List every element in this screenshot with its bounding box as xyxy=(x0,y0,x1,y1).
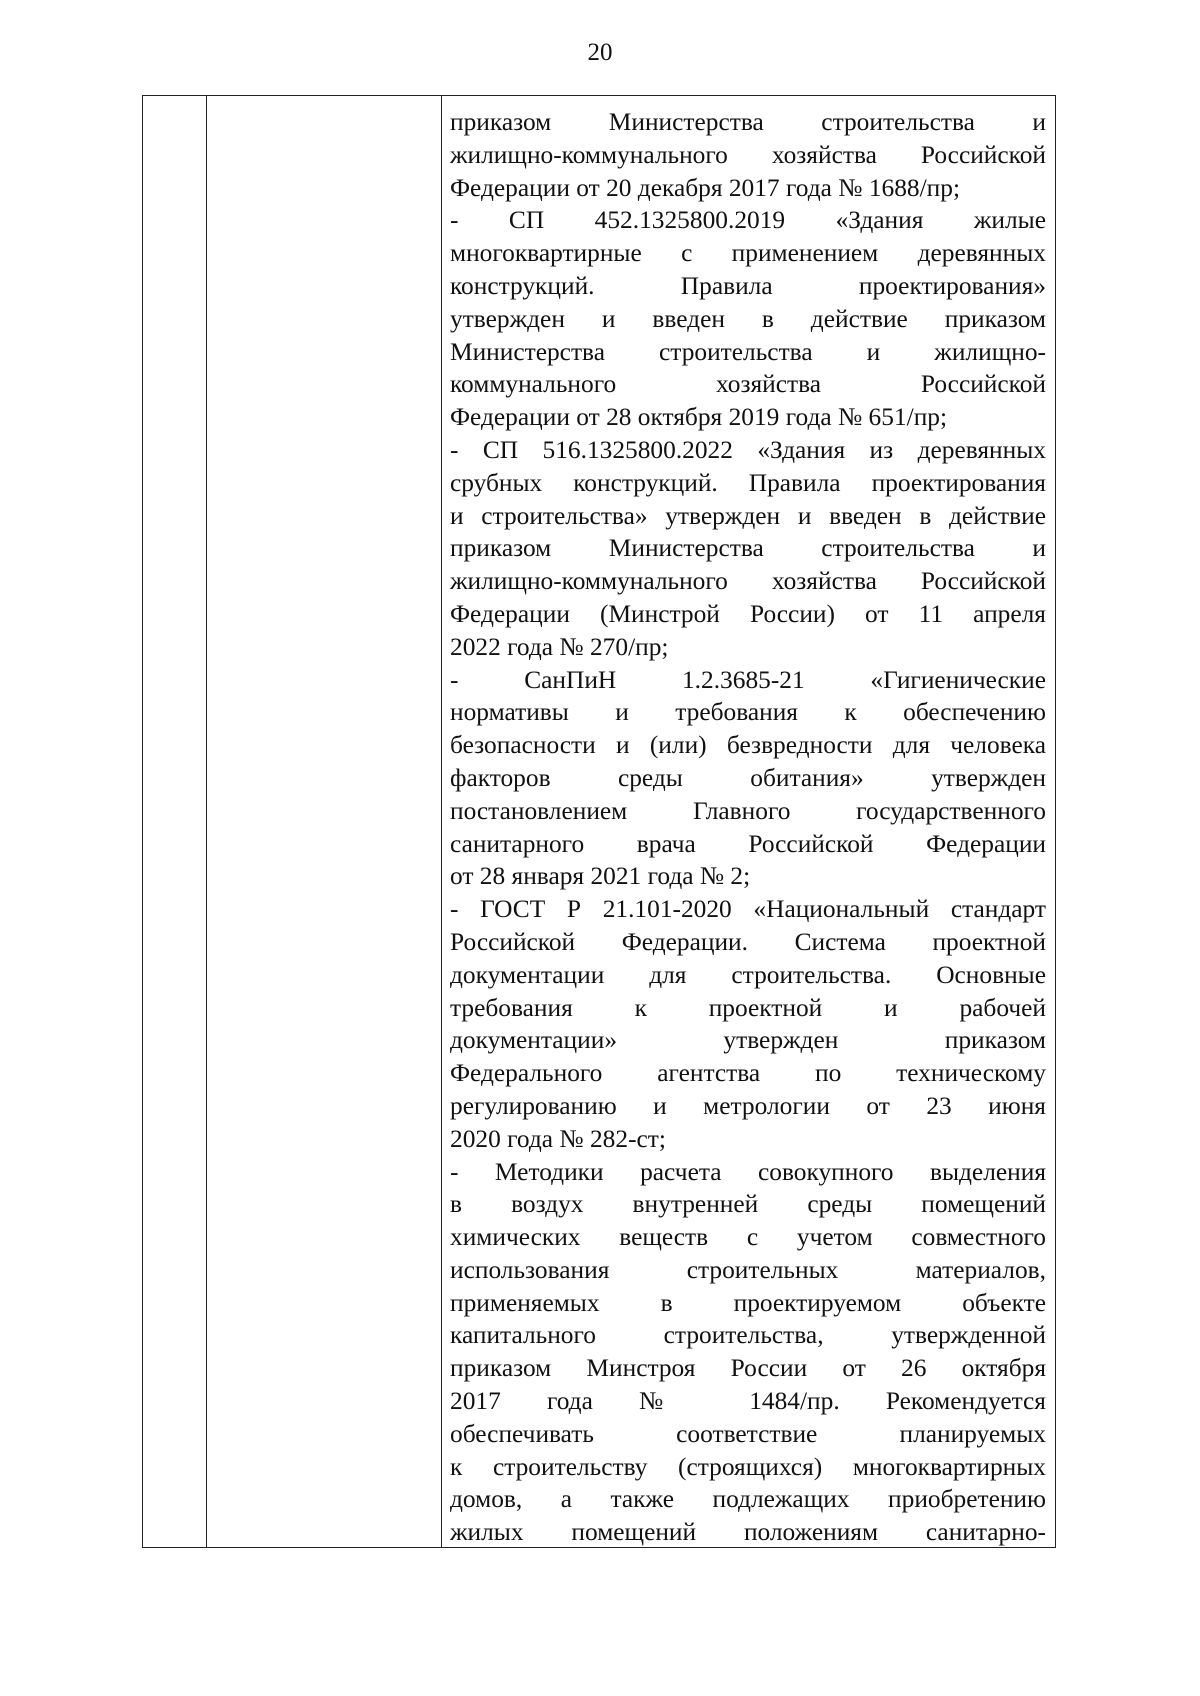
text-line: утвержден и введен в действие приказом xyxy=(450,304,1046,333)
text-line: требования к проектной и рабочей xyxy=(450,993,1046,1022)
text-line: жилых помещений положениям санитарно- xyxy=(450,1518,1046,1547)
text-line: коммунального хозяйства Российской xyxy=(450,370,1046,399)
text-line: конструкций. Правила проектирования» xyxy=(450,271,1046,300)
text-line: - ГОСТ Р 21.101-2020 «Национальный стандарт xyxy=(450,895,1046,924)
text-line: 2022 года № 270/пр; xyxy=(450,632,669,661)
text-line: документации для строительства. Основные xyxy=(450,960,1046,989)
text-line: к строительству (строящихся) многоквартирных xyxy=(450,1452,1046,1481)
text-line: Федерального агентства по техническому xyxy=(450,1059,1046,1088)
text-line: - Методики расчета совокупного выделения xyxy=(450,1157,1046,1186)
text-line: химических веществ с учетом совместного xyxy=(450,1223,1046,1252)
text-line: Федерации (Минстрой России) от 11 апреля xyxy=(450,599,1046,628)
text-line: в воздух внутренней среды помещений xyxy=(450,1190,1046,1219)
text-line: Федерации от 28 октября 2019 года № 651/пр; xyxy=(450,403,948,432)
text-line: регулированию и метрологии от 23 июня xyxy=(450,1091,1046,1120)
text-line: от 28 января 2021 года № 2; xyxy=(450,862,751,891)
text-line: приказом Министерства строительства и xyxy=(450,108,1046,136)
text-line: многоквартирные с применением деревянных xyxy=(450,239,1046,268)
page-number: 20 xyxy=(587,39,613,66)
table-cell-regulations-text xyxy=(450,106,1046,1549)
text-line: приказом Министерства строительства и xyxy=(450,534,1046,563)
table-column-divider xyxy=(441,96,442,1547)
text-line: документации» утвержден приказом xyxy=(450,1026,1046,1055)
text-line: применяемых в проектируемом объекте xyxy=(450,1288,1046,1317)
text-line: обеспечивать соответствие планируемых xyxy=(450,1419,1046,1448)
text-line: 2020 года № 282-ст; xyxy=(450,1124,666,1153)
text-line: постановлением Главного государственного xyxy=(450,796,1046,825)
text-line: Российской Федерации. Система проектной xyxy=(450,927,1046,956)
text-line: капитального строительства, утвержденной xyxy=(450,1321,1046,1350)
text-line: Федерации от 20 декабря 2017 года № 1688/пр; xyxy=(450,173,961,202)
text-line: жилищно-коммунального хозяйства Российской xyxy=(450,140,1046,169)
text-line: факторов среды обитания» утвержден xyxy=(450,763,1046,792)
text-line: использования строительных материалов, xyxy=(450,1255,1046,1284)
text-line: безопасности и (или) безвредности для человека xyxy=(450,731,1046,760)
text-line: нормативы и требования к обеспечению xyxy=(450,698,1046,727)
document-table xyxy=(142,95,1056,1548)
text-line: домов, а также подлежащих приобретению xyxy=(450,1485,1046,1514)
text-line: приказом Минстроя России от 26 октября xyxy=(450,1354,1046,1383)
text-line: 2017 года № 1484/пр. Рекомендуется xyxy=(450,1387,1046,1416)
table-column-divider xyxy=(206,96,207,1547)
text-line: срубных конструкций. Правила проектирования xyxy=(450,468,1046,497)
text-line: - СП 516.1325800.2022 «Здания из деревянных xyxy=(450,435,1046,464)
text-line: Министерства строительства и жилищно- xyxy=(450,337,1046,366)
text-line: - СанПиН 1.2.3685-21 «Гигиенические xyxy=(450,665,1046,694)
text-line: и строительства» утвержден и введен в действие xyxy=(450,501,1046,530)
text-line: санитарного врача Российской Федерации xyxy=(450,829,1046,858)
text-line: - СП 452.1325800.2019 «Здания жилые xyxy=(450,206,1046,235)
text-line: жилищно-коммунального хозяйства Российской xyxy=(450,567,1046,596)
